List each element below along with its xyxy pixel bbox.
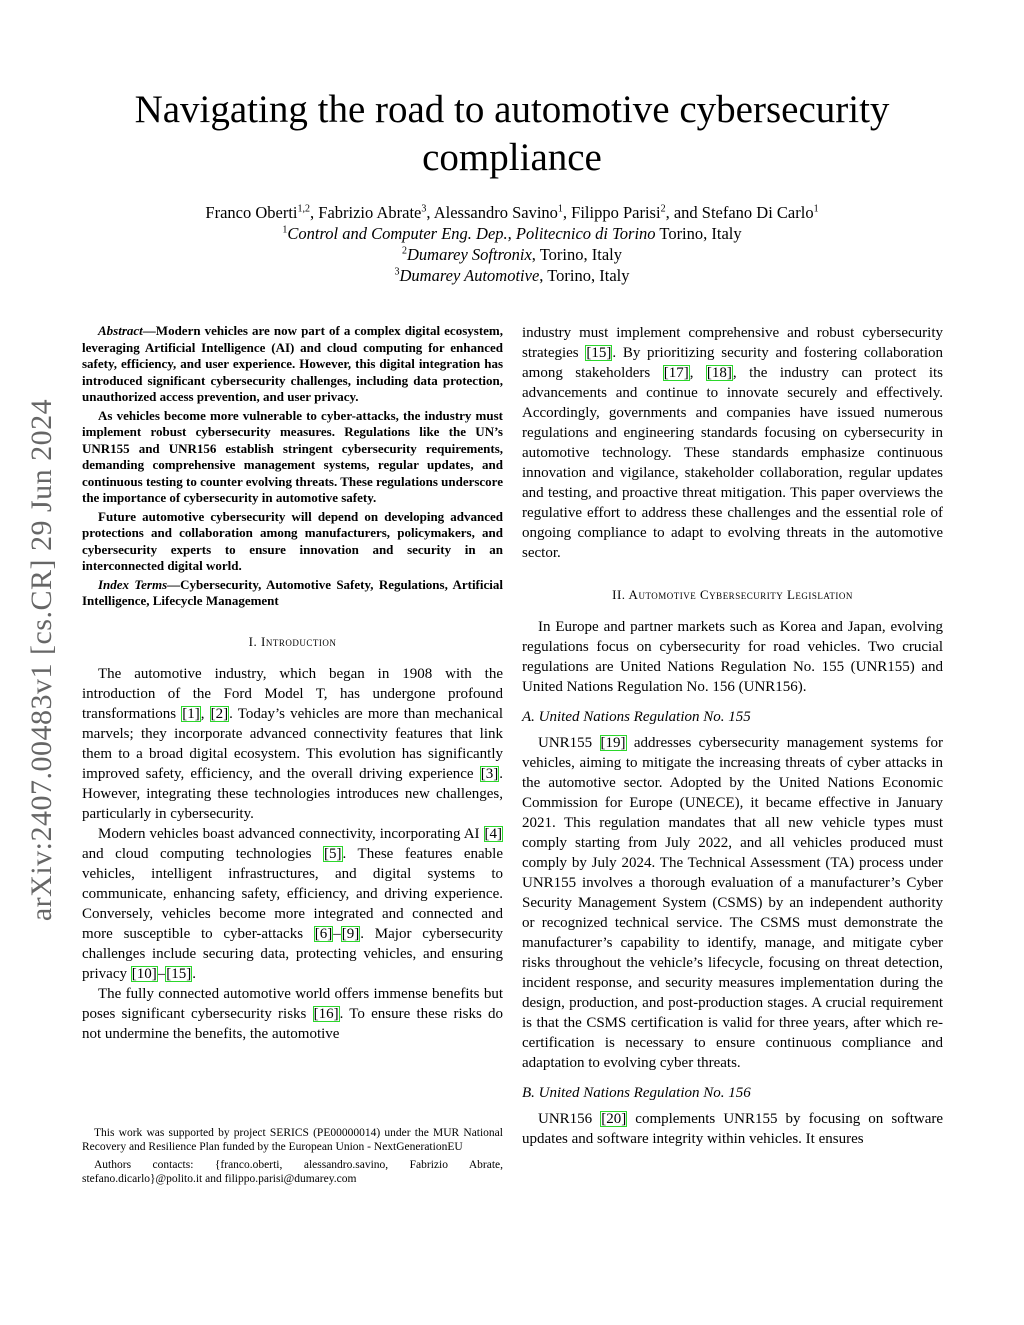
affiliation-1 (90, 223, 934, 244)
citation-link[interactable]: [16] (313, 1005, 339, 1022)
index-terms-text: —Cybersecurity, Automotive Safety, Regulations, Artificial Intelligence, Lifecycle Management (82, 576, 503, 608)
affiliation-1-location: Torino, Italy (655, 224, 742, 243)
author-3-sup: 1 (557, 203, 563, 215)
section-heading-legislation: II. Automotive Cybersecurity Legislation (612, 587, 853, 602)
section-heading-introduction: I. Introduction (248, 633, 337, 649)
legislation-body (522, 617, 943, 1149)
affiliation-3 (90, 265, 934, 286)
footnotes (82, 1126, 503, 1190)
citation-link[interactable]: [15] (166, 965, 192, 982)
author-block (90, 202, 934, 286)
affiliation-2-location: , Torino, Italy (531, 245, 622, 264)
unr155-paragraph (522, 733, 943, 1073)
arxiv-sidebar-identifier (22, 360, 62, 960)
text-span: , (200, 705, 210, 722)
intro-paragraph-2 (82, 824, 503, 984)
citation-link[interactable]: [18] (706, 365, 732, 381)
abstract-label: Abstract (98, 323, 143, 338)
arxiv-id-text: arXiv:2407.00483v1 [cs.CR] 29 Jun 2024 (25, 398, 58, 922)
citation-link[interactable]: [4] (484, 825, 502, 842)
author-4-sup: 2 (660, 203, 666, 215)
citation-link[interactable]: [17] (663, 365, 689, 381)
citation-link[interactable]: [9] (341, 925, 360, 942)
citation-link[interactable]: [2] (210, 705, 229, 722)
index-terms-label: Index Terms (98, 576, 168, 592)
abstract-paragraph-2: As vehicles become more vulnerable to cyber-attacks, the industry must implement robust cybersecurity measures. Regulations like the UN’s UNR155 and UNR156 establish stringent cybersecurity requirements, demanding comprehensive management systems, regular updates, and continuous testing to counter evolving threats. These regulations underscore the importance of cybersecurity in automotive safety. (82, 407, 503, 505)
citation-link[interactable]: [10] (131, 965, 157, 982)
intro-paragraph-1 (82, 664, 503, 824)
author-1-sup: 1,2 (297, 203, 311, 215)
intro-paragraph-3 (82, 984, 503, 1044)
abstract-text-1: —Modern vehicles are now part of a complex digital ecosystem, leveraging Artificial Intelligence (AI) and cloud computing for enhanced safety, efficiency, and user experience. However, this digital integration has introduced significant cybersecurity challenges, including data protection, unauthorized access prevention, and user privacy. (82, 323, 503, 404)
affiliation-1-name: Control and Computer Eng. Dep., Politecnico di Torino (287, 224, 656, 243)
author-5: , and Stefano Di Carlo (665, 203, 814, 222)
text-span: , (689, 365, 706, 381)
citation-link[interactable]: [5] (324, 845, 342, 862)
author-3: , Alessandro Savino (426, 203, 558, 222)
text-span: . These features enable vehicles, intelligent infrastructures, and digital systems to communicate, enhancing safety, efficiency, and driving experience. Conversely, vehicles become more integrated and connected and more susceptible to cyber-attacks (82, 845, 503, 942)
subsection-heading-unr155: A. United Nations Regulation No. 155 (522, 709, 751, 725)
text-span: addresses cybersecurity management systems for vehicles, aiming to mitigate the increasing threats of cyber attacks in the automotive sector. Adopted by the United Nations Economic Commission for Europe (UNECE), it became effective in January 2021. This regulation mandates that all new vehicle types must comply starting from July 2022, and all vehicles produced must comply by July 2024. The Technical Assessment (TA) process under UNR155 involves a thorough evaluation of a manufacturer’s Cyber Security Management System (CSMS) by an independent authority or recognized technical service. The CSMS must demonstrate the manufacturer’s capability to identify, manage, and mitigate cyber risks throughout the vehicle’s lifecycle, focusing on threat detection, incident response, and security measures implementation during the design, production, and post-production stages. A crucial requirement is that the CSMS certification is valid for three years, after which re-certification is necessary to ensure continuous compliance and adaptation to evolving cyber threats. (522, 735, 944, 1071)
author-2: , Fabrizio Abrate (310, 203, 422, 222)
introduction-body (82, 664, 503, 1044)
intro-paragraph-3-continued (522, 323, 943, 563)
abstract-paragraph-3: Future automotive cybersecurity will depend on developing advanced protections and collaboration among manufacturers, policymakers, and cybersecurity experts to ensure innovation and security in an interconnected digital world. (82, 508, 503, 573)
citation-link[interactable]: [1] (182, 705, 200, 722)
text-span: The automotive industry, which began in 1908 with the introduction of the Ford Model T, has undergone profound transformations (82, 665, 503, 722)
citation-link[interactable]: [20] (601, 1111, 627, 1127)
citation-link[interactable]: [19] (600, 735, 626, 751)
text-span: . By prioritizing security and fostering collaboration among stakeholders (522, 345, 944, 381)
right-column (522, 323, 943, 1149)
affiliation-1-sup: 1 (282, 224, 288, 236)
abstract (82, 323, 503, 610)
subsection-heading-unr156: B. United Nations Regulation No. 156 (522, 1085, 751, 1101)
text-span: and cloud computing technologies (82, 845, 324, 862)
affiliation-2-sup: 2 (401, 245, 407, 257)
affiliation-2-name: Dumarey Softronix (406, 245, 532, 264)
footnote-contacts: Authors contacts: {franco.oberti, alessandro.savino, Fabrizio Abrate, stefano.dicarlo}@polito.it and filippo.parisi@dumarey.com (82, 1159, 503, 1185)
text-span: – (157, 965, 166, 982)
text-span: UNR156 (538, 1111, 601, 1127)
text-span: . Major cybersecurity challenges include securing data, protecting vehicles, and ensuring privacy (82, 925, 503, 982)
text-span: industry must implement comprehensive and robust cybersecurity strategies (522, 325, 943, 361)
text-span: The fully connected automotive world offers immense benefits but poses significant cybersecurity risks (82, 985, 503, 1022)
legislation-paragraph-1: In Europe and partner markets such as Korea and Japan, evolving regulations focus on cybersecurity for road vehicles. Two crucial regulations are United Nations Regulation No. 155 (UNR155) and United Nations Regulation No. 156 (UNR156). (522, 619, 943, 695)
author-5-sup: 1 (813, 203, 819, 215)
affiliation-3-name: Dumarey Automotive (399, 266, 540, 285)
text-span: UNR155 (538, 735, 600, 751)
author-4: , Filippo Parisi (562, 203, 661, 222)
right-column-body (522, 323, 943, 563)
text-span: , the industry can protect its advancements and continue to innovate securely and effectively. Accordingly, governments and companies have issued numerous regulations and engineering standards focusing on cybersecurity in automotive technology. These standards emphasize continuous innovation and vigilance, stakeholder collaboration, regular updates and testing, and proactive threat mitigation. This paper overviews the regulative effort to address these challenges and the essential role of ongoing compliance to adapt to evolving threats in the automotive sector. (522, 365, 943, 561)
text-span: . However, integrating these technologies introduces new challenges, particularly in cybersecurity. (82, 765, 503, 822)
affiliation-2 (90, 244, 934, 265)
footnote-funding: This work was supported by project SERICS (PE00000014) under the MUR National Recovery and Resilience Plan funded by the European Union - NextGenerationEU (82, 1127, 503, 1153)
text-span: . Today’s vehicles are more than mechanical marvels; they incorporate advanced connectivity features that link them to a broad digital ecosystem. This evolution has significantly improved safety, efficiency, and the overall driving experience (82, 705, 503, 782)
citation-link[interactable]: [6] (314, 925, 333, 942)
author-list (90, 202, 934, 223)
abstract-paragraph-1 (82, 323, 503, 406)
left-column (82, 323, 503, 1044)
index-terms (82, 577, 503, 610)
affiliation-3-location: , Torino, Italy (539, 266, 630, 285)
text-span: Modern vehicles boast advanced connectivity, incorporating AI (98, 825, 484, 842)
text-span: – (333, 925, 341, 942)
text-span: . (192, 965, 196, 982)
paper-title: Navigating the road to automotive cybersecurity compliance (134, 88, 890, 179)
author-1: Franco Oberti (205, 203, 298, 222)
citation-link[interactable]: [15] (586, 345, 612, 361)
affiliation-3-sup: 3 (394, 266, 400, 278)
author-2-sup: 3 (421, 203, 427, 215)
citation-link[interactable]: [3] (480, 765, 499, 782)
text-span: . To ensure these risks do not undermine the benefits, the automotive (82, 1005, 504, 1042)
text-span: complements UNR155 by focusing on software updates and software integrity within vehicles. It ensures (522, 1111, 944, 1147)
unr156-paragraph (522, 1109, 943, 1149)
